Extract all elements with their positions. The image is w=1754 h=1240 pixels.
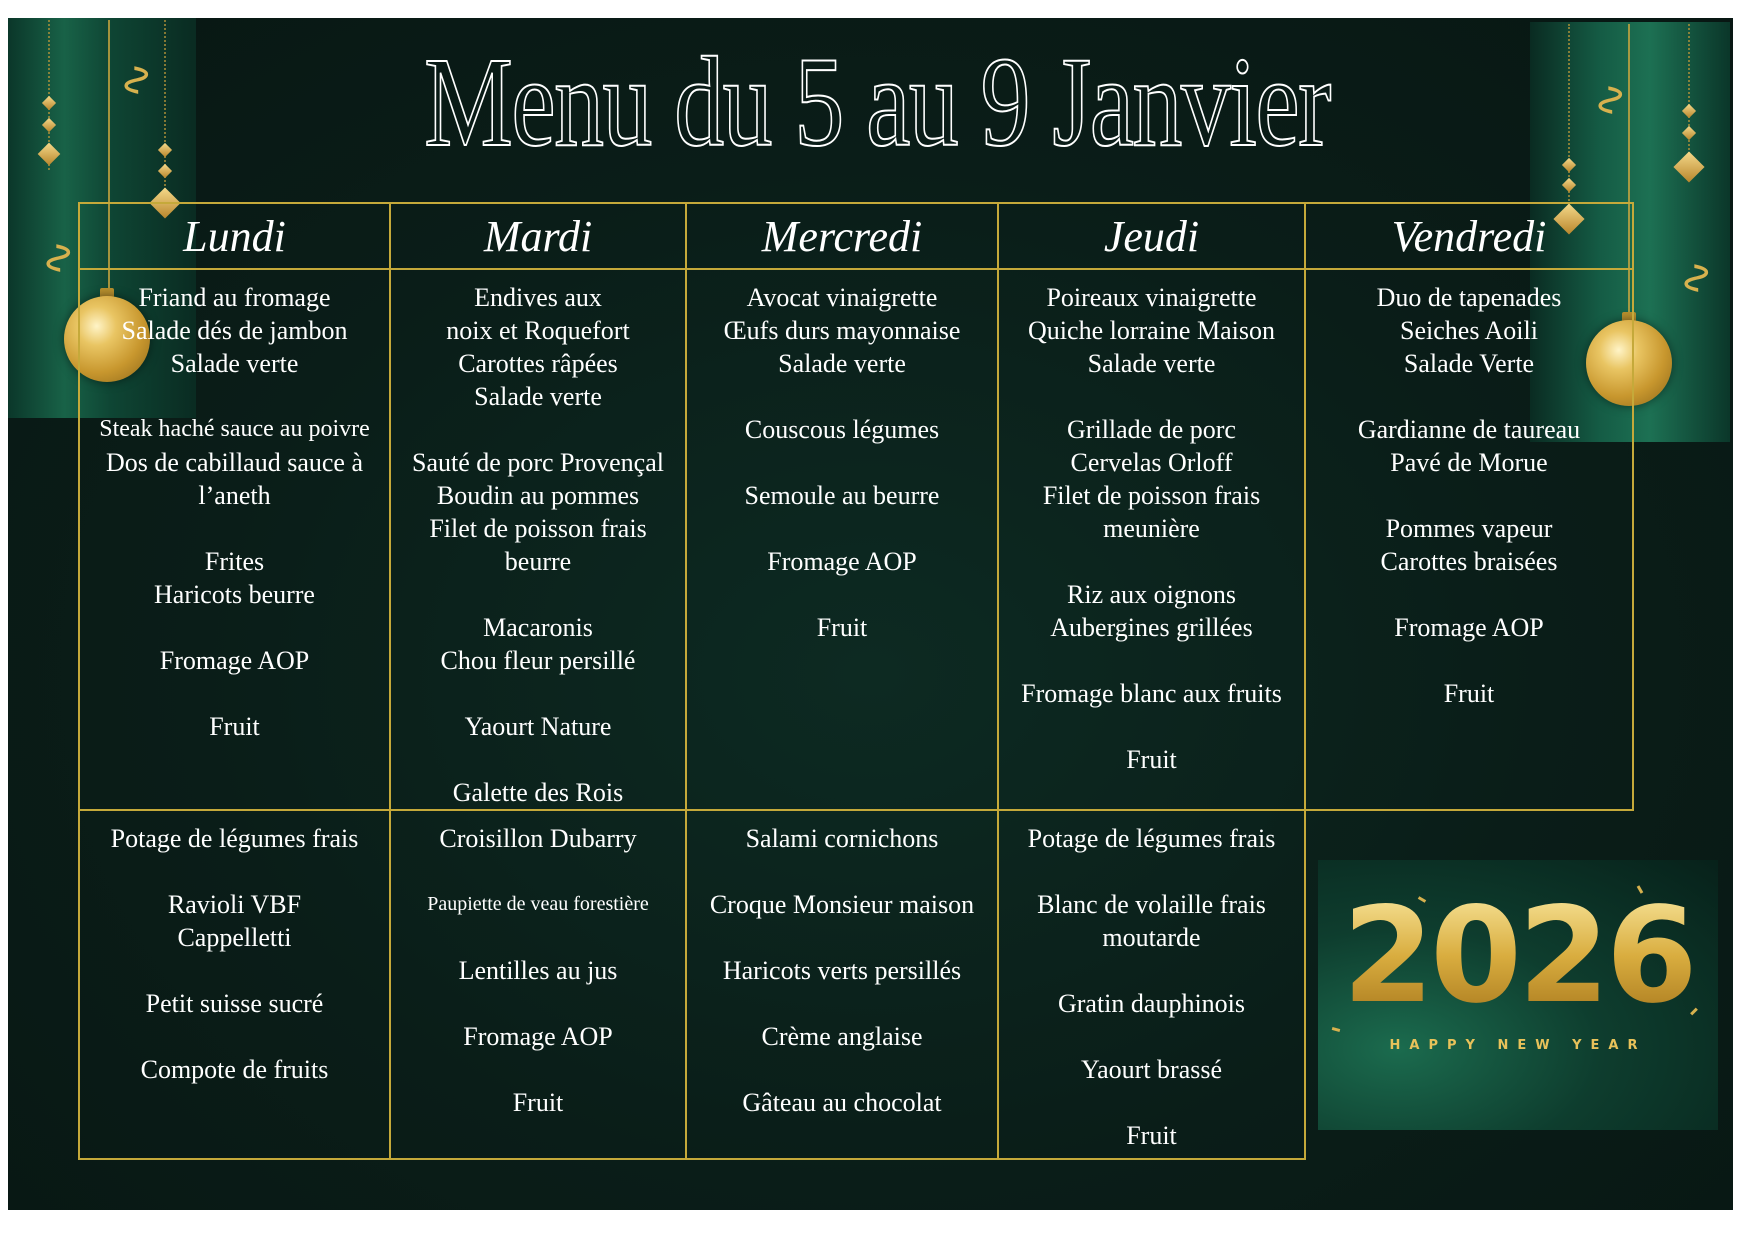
menu-item: Chou fleur persillé <box>440 646 636 675</box>
menu-item: Macaronis <box>483 613 593 642</box>
menu-item: Grillade de porc <box>1067 415 1236 444</box>
menu-spacer <box>391 1053 685 1086</box>
gold-ribbon-icon: ∿ <box>1585 81 1637 119</box>
menu-spacer <box>391 578 685 611</box>
menu-item: Carottes braisées <box>1380 547 1558 576</box>
menu-item: Fruit <box>209 712 260 741</box>
menu-item: Friand au fromage <box>138 283 331 312</box>
menu-item: Crème anglaise <box>761 1022 923 1051</box>
menu-item: Frites <box>204 547 265 576</box>
menu-item: Carottes râpées <box>458 349 618 378</box>
menu-item: Fromage AOP <box>463 1022 613 1051</box>
menu-spacer <box>687 921 997 954</box>
dinner-cell-wednesday <box>686 810 998 1159</box>
menu-item: Haricots beurre <box>154 580 315 609</box>
day-header-wednesday: Mercredi <box>686 203 998 269</box>
menu-item: Potage de légumes frais <box>110 824 359 853</box>
new-year-number: 2026 <box>1318 890 1718 1022</box>
menu-item: Gardianne de taureau <box>1357 415 1581 444</box>
menu-spacer <box>80 1020 389 1053</box>
menu-item: Haricots verts persillés <box>722 956 962 985</box>
menu-item: Salade verte <box>170 349 299 378</box>
lunch-cell-tuesday <box>390 269 686 810</box>
menu-spacer <box>999 855 1304 888</box>
menu-item: Yaourt Nature <box>464 712 612 741</box>
menu-item: Potage de légumes frais <box>1027 824 1276 853</box>
dinner-cell-tuesday <box>390 810 686 1159</box>
menu-item: Fromage blanc aux fruits <box>1021 679 1282 708</box>
menu-item: Salade dés de jambon <box>121 316 348 345</box>
menu-item: Yaourt brassé <box>1080 1055 1223 1084</box>
menu-item: l’aneth <box>198 481 271 510</box>
menu-spacer <box>391 413 685 446</box>
menu-item: Seiches Aoili <box>1400 316 1538 345</box>
hanging-string <box>1568 24 1570 224</box>
menu-item: Semoule au beurre <box>744 481 940 510</box>
menu-item: Fruit <box>816 613 868 642</box>
menu-item: Fruit <box>512 1088 564 1117</box>
menu-item: Compote de fruits <box>140 1055 329 1084</box>
menu-item: Endives aux <box>474 283 602 312</box>
menu-item: Quiche lorraine Maison <box>1028 316 1275 345</box>
confetti-icon <box>1332 1027 1341 1032</box>
menu-spacer <box>687 578 997 611</box>
menu-item: Salade verte <box>778 349 906 378</box>
menu-item: Fruit <box>1126 1121 1177 1150</box>
menu-item: Salami cornichons <box>745 824 939 853</box>
menu-spacer <box>999 1020 1304 1053</box>
new-year-graphic <box>1318 860 1718 1130</box>
menu-item: Gâteau au chocolat <box>742 1088 942 1117</box>
menu-spacer <box>80 380 389 413</box>
menu-item: Salade verte <box>474 382 602 411</box>
menu-spacer <box>391 743 685 776</box>
menu-item: Cervelas Orloff <box>1070 448 1233 477</box>
menu-spacer <box>999 644 1304 677</box>
menu-item: Petit suisse sucré <box>145 989 324 1018</box>
menu-item: Fruit <box>1126 745 1177 774</box>
menu-spacer <box>391 855 685 888</box>
menu-item: Steak haché sauce au poivre <box>99 416 370 442</box>
menu-item: Duo de tapenades <box>1376 283 1562 312</box>
menu-item: Cappelletti <box>177 923 292 952</box>
menu-spacer <box>687 446 997 479</box>
menu-spacer <box>1306 578 1632 611</box>
menu-item: Paupiette de veau forestière <box>427 893 649 915</box>
menu-spacer <box>687 1053 997 1086</box>
menu-item: Riz aux oignons <box>1067 580 1236 609</box>
menu-item: noix et Roquefort <box>446 316 630 345</box>
menu-spacer <box>1306 644 1632 677</box>
menu-item: Avocat vinaigrette <box>746 283 938 312</box>
menu-spacer <box>999 1086 1304 1119</box>
gold-ribbon-icon: ∿ <box>111 61 163 99</box>
day-header-tuesday: Mardi <box>390 203 686 269</box>
menu-spacer <box>391 677 685 710</box>
menu-spacer <box>687 987 997 1020</box>
menu-item: Fromage AOP <box>1394 613 1544 642</box>
gold-ribbon-icon: ∿ <box>1671 259 1723 297</box>
menu-item: beurre <box>504 547 572 576</box>
dinner-cell-thursday <box>998 810 1305 1159</box>
lunch-cell-monday <box>79 269 390 810</box>
menu-spacer <box>391 921 685 954</box>
days-header-row <box>79 203 1633 269</box>
menu-item: Fromage AOP <box>767 547 917 576</box>
menu-item: Lentilles au jus <box>458 956 618 985</box>
dinner-cell-monday <box>79 810 390 1159</box>
lunch-row <box>79 269 1633 810</box>
menu-spacer <box>80 954 389 987</box>
menu-spacer <box>1306 479 1632 512</box>
menu-item: Filet de poisson frais <box>1042 481 1261 510</box>
menu-item: Fruit <box>1443 679 1495 708</box>
menu-item: Pommes vapeur <box>1385 514 1553 543</box>
menu-item: Pavé de Morue <box>1390 448 1548 477</box>
menu-item: Blanc de volaille frais <box>1037 890 1266 919</box>
menu-item: Fromage AOP <box>159 646 310 675</box>
menu-item: Salade verte <box>1087 349 1216 378</box>
menu-item: Salade Verte <box>1403 349 1535 378</box>
new-year-text: HAPPY NEW YEAR <box>1389 1038 1647 1053</box>
menu-item: Galette des Rois <box>452 778 624 807</box>
menu-item: Œufs durs mayonnaise <box>723 316 961 345</box>
lunch-cell-wednesday <box>686 269 998 810</box>
menu-item: Gratin dauphinois <box>1057 989 1246 1018</box>
menu-spacer <box>687 512 997 545</box>
menu-item: Sauté de porc Provençal <box>412 448 664 477</box>
day-header-monday: Lundi <box>79 203 390 269</box>
menu-spacer <box>1306 380 1632 413</box>
menu-spacer <box>687 380 997 413</box>
menu-item: moutarde <box>1102 923 1201 952</box>
menu-item: Filet de poisson frais <box>429 514 647 543</box>
menu-spacer <box>999 545 1304 578</box>
menu-spacer <box>391 987 685 1020</box>
menu-item: Ravioli VBF <box>167 890 302 919</box>
menu-item: Couscous légumes <box>744 415 940 444</box>
menu-spacer <box>999 380 1304 413</box>
menu-spacer <box>80 611 389 644</box>
menu-item: Aubergines grillées <box>1050 613 1253 642</box>
menu-item: Croque Monsieur maison <box>709 890 975 919</box>
lunch-cell-thursday <box>998 269 1305 810</box>
menu-spacer <box>80 677 389 710</box>
menu-item: Poireaux vinaigrette <box>1046 283 1257 312</box>
menu-spacer <box>80 855 389 888</box>
menu-item: Dos de cabillaud sauce à <box>105 448 363 477</box>
lunch-cell-friday <box>1305 269 1633 810</box>
menu-item: Croisillon Dubarry <box>439 824 637 853</box>
menu-item: meunière <box>1103 514 1200 543</box>
menu-spacer <box>999 954 1304 987</box>
menu-spacer <box>80 512 389 545</box>
day-header-friday: Vendredi <box>1305 203 1633 269</box>
menu-spacer <box>999 710 1304 743</box>
gold-ribbon-icon: ∿ <box>33 239 85 277</box>
day-header-thursday: Jeudi <box>998 203 1305 269</box>
menu-item: Boudin au pommes <box>436 481 640 510</box>
page-title: Menu du 5 au 9 Janvier <box>424 31 1330 173</box>
menu-spacer <box>687 855 997 888</box>
